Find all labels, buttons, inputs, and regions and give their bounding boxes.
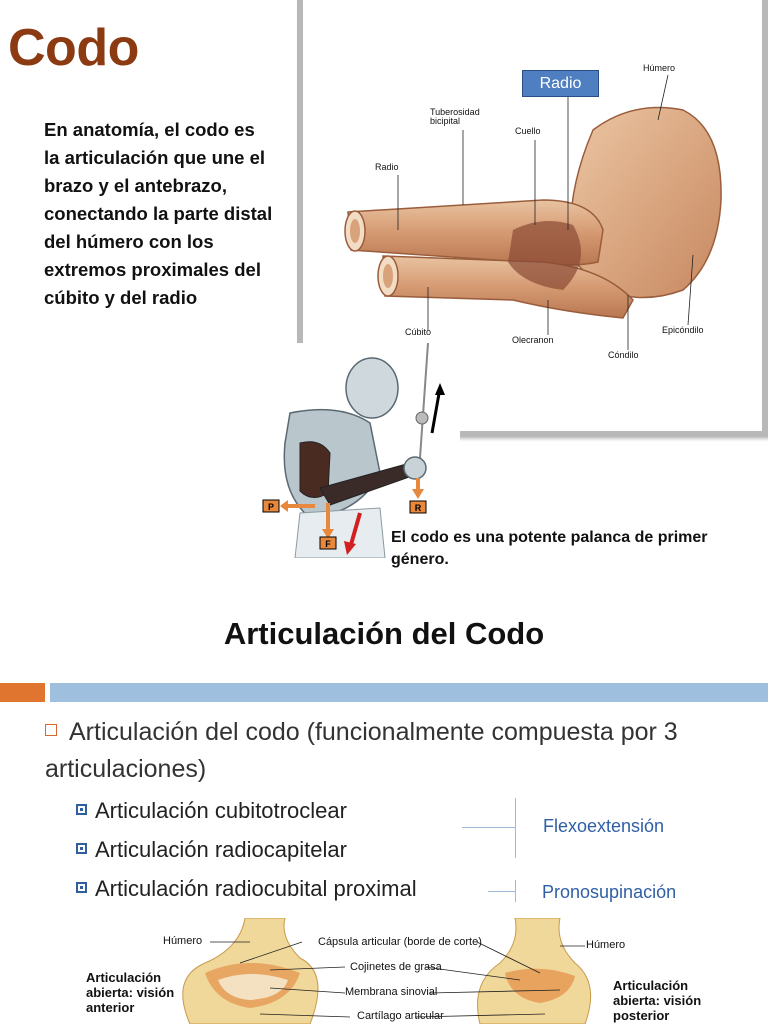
label-epicondilo: Epicóndilo	[662, 325, 704, 335]
bracket-line	[515, 880, 516, 902]
label-olecranon: Olecranon	[512, 335, 554, 345]
slide-title-2: Articulación del Codo	[223, 616, 545, 651]
sub-bullet-2	[76, 837, 347, 863]
label-flexoextension: Flexoextensión	[543, 816, 665, 836]
main-bullet-text: Articulación del codo (funcionalmente compuesta por 3 articulaciones)	[45, 718, 678, 783]
label-tuberosidad: Tuberosidad bicipital	[430, 107, 480, 126]
caption-posterior: Articulación abierta: visión posterior	[613, 978, 702, 1023]
filled-square-bullet-icon	[76, 804, 87, 815]
bracket-line	[462, 827, 516, 828]
bracket-line	[515, 798, 516, 858]
filled-square-bullet-icon	[76, 882, 87, 893]
sub-bullet-text: Articulación radiocapitelar	[95, 837, 347, 862]
lever-figure	[260, 343, 460, 558]
sub-bullet-text: Articulación radiocubital proximal	[95, 876, 417, 901]
athlete-lever-illustration	[260, 343, 460, 558]
accent-bar-blue	[50, 683, 768, 702]
label-humero-left: Húmero	[163, 935, 203, 947]
label-radio: Radio	[375, 162, 399, 172]
label-cubito: Cúbito	[405, 327, 432, 337]
sub-bullet-text: Articulación cubitotroclear	[95, 798, 347, 823]
label-pronosupinacion: Pronosupinación	[542, 882, 677, 902]
label-cuello: Cuello	[515, 126, 541, 136]
filled-square-bullet-icon	[76, 843, 87, 854]
bracket-line	[488, 891, 516, 892]
square-bullet-icon	[45, 724, 57, 736]
label-capsula: Cápsula articular (borde de corte)	[318, 936, 482, 948]
label-cartilago: Cartílago articular	[357, 1010, 444, 1022]
slide-articulacion-codo	[0, 600, 768, 1024]
label-condilo: Cóndilo	[608, 350, 639, 360]
sub-bullet-3	[76, 876, 417, 902]
label-humero: Húmero	[643, 63, 676, 73]
main-bullet	[45, 714, 745, 788]
accent-bar-orange	[0, 683, 45, 702]
lever-label-r: R	[414, 503, 422, 513]
lever-label-f: F	[325, 539, 331, 549]
intro-text: En anatomía, el codo es la articulación que une el brazo y el antebrazo, conectando la parte distal del húmero con los extremos proximales del cúbito y del radio	[44, 119, 273, 308]
lever-caption: El codo es una potente palanca de primer género.	[391, 529, 708, 568]
label-humero-right: Húmero	[586, 939, 626, 951]
sub-bullet-1	[76, 798, 347, 824]
caption-anterior: Articulación abierta: visión anterior	[86, 970, 175, 1015]
lever-label-p: P	[267, 502, 275, 512]
slide-title: Codo	[8, 19, 139, 77]
label-cojinetes: Cojinetes de grasa	[350, 961, 442, 973]
radio-highlight-tag: Radio	[522, 70, 599, 97]
label-membrana: Membrana sinovial	[345, 986, 438, 998]
